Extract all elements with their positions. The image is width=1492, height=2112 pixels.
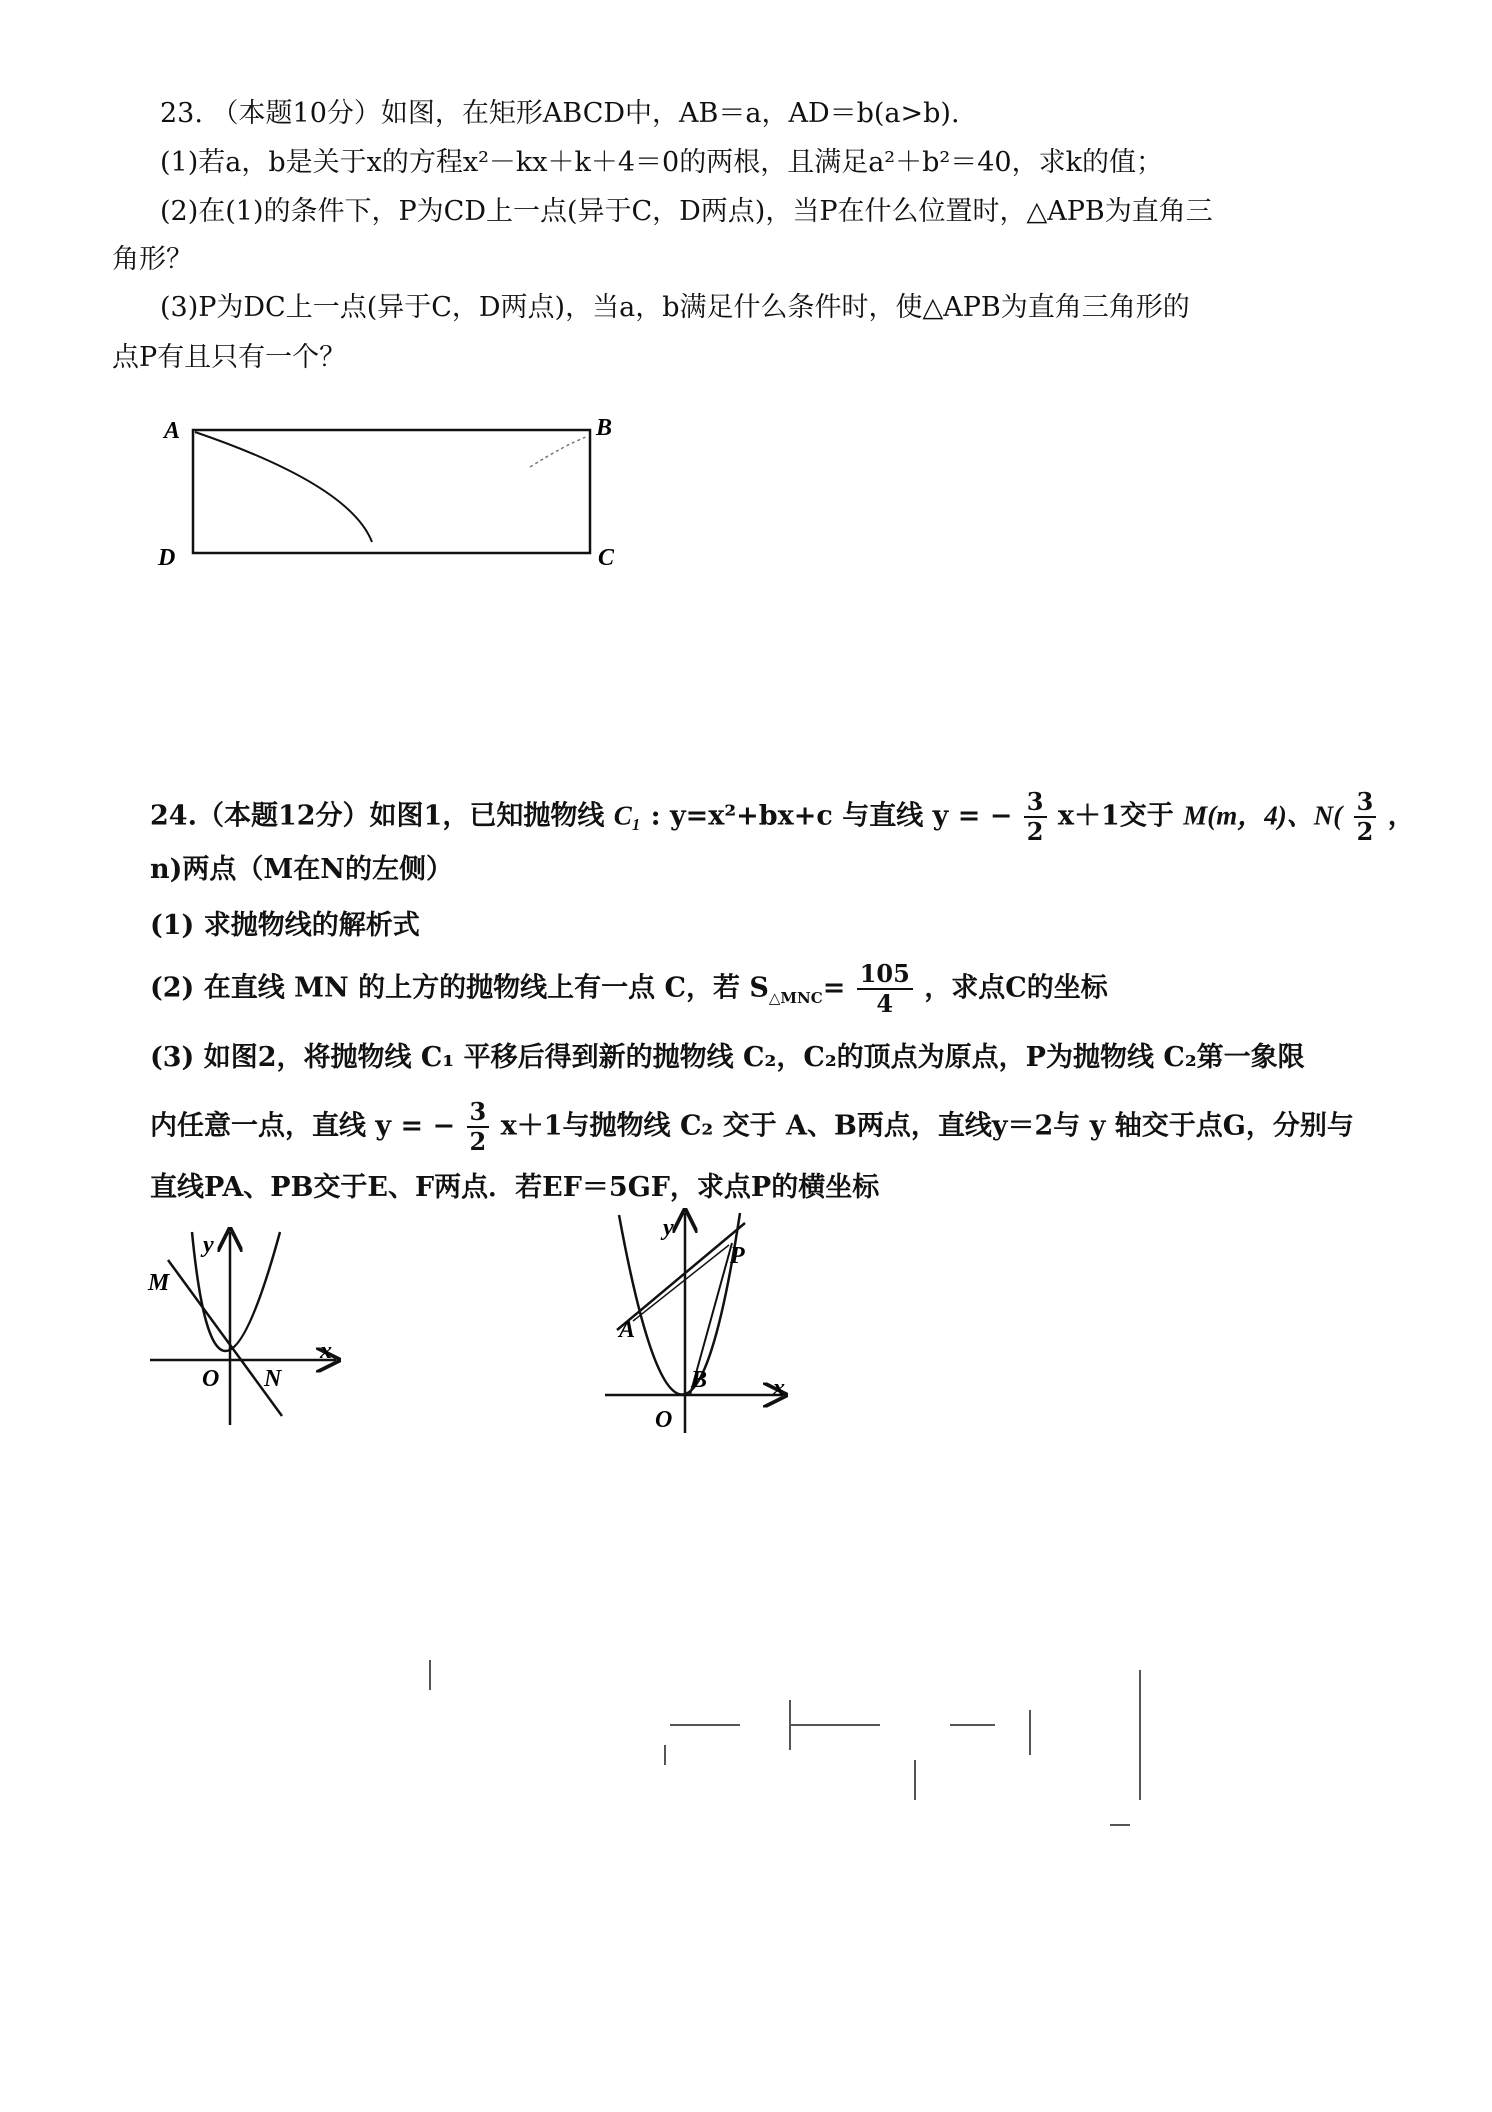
q23-part3-line2: 点P有且只有一个？ [112, 342, 347, 373]
fig2-label-b: B [691, 1367, 708, 1393]
rectangle-abcd [193, 430, 590, 553]
q24-part2: (2) 在直线 MN 的上方的抛物线上有一点 C，若 $S_{\triangle MNC}=$ $\frac{105}{4}$ ，求点C的坐标 [150, 959, 1108, 1018]
scan-artifacts [420, 1640, 1220, 1860]
q24-intro: 24.（本题12分）如图1，已知抛物线 [150, 800, 605, 832]
q24-n-frac: $\frac{3}{2}$ [1354, 788, 1377, 846]
fig1-label-m: M [148, 1270, 170, 1296]
q23-part2-line2: 角形？ [112, 244, 193, 275]
fig2-label-a: A [619, 1317, 636, 1343]
q24-line-rest: x＋1交于 [1057, 800, 1174, 832]
fig1-label-y: y [203, 1232, 214, 1258]
q24-line1: 24.（本题12分）如图1，已知抛物线 C₁ : y=x²+bx+c 与直线 y = − $\frac{3}{2}$ x＋1交于 M(m，4)、N( $\frac{3}{2}$ ， [150, 787, 1415, 846]
q24-line2: n)两点（M在N的左侧） [150, 854, 453, 885]
fig2-label-p: P [730, 1243, 745, 1269]
q24-figure-2 [605, 1205, 805, 1435]
q24-figure-1 [140, 1220, 360, 1430]
q24-part3-line1: (3) 如图2，将抛物线 C₁ 平移后得到新的抛物线 C₂，C₂的顶点为原点，P为抛物线 C₂第一象限 [150, 1042, 1305, 1073]
q24-c1: C₁ [613, 800, 642, 831]
fig1-label-n: N [264, 1366, 282, 1392]
q24-line-slope-frac: $\frac{3}{2}$ [1024, 788, 1047, 846]
label-c: C [598, 545, 615, 571]
q24-part3-frac: $\frac{3}{2}$ [467, 1098, 490, 1156]
label-b: B [596, 415, 613, 441]
label-a: A [164, 418, 181, 444]
q24-area-frac: $\frac{105}{4}$ [857, 960, 913, 1018]
q24-eq: : y=x²+bx+c 与直线 y = − [650, 800, 1013, 832]
q23-part2-line1: (2)在(1)的条件下，P为CD上一点(异于C，D两点)，当P在什么位置时，△APB为直角三 [160, 196, 1213, 227]
fig1-label-o: O [202, 1366, 220, 1392]
fig2-label-x: x [773, 1375, 785, 1401]
fig2-parabola [619, 1213, 740, 1395]
q24-part3-line3: 直线PA、PB交于E、F两点．若EF＝5GF，求点P的横坐标 [150, 1172, 880, 1203]
q23-rectangle-figure [150, 405, 630, 575]
fig2-label-y: y [663, 1215, 674, 1241]
label-d: D [158, 545, 176, 571]
fig2-label-o: O [655, 1407, 673, 1433]
sketch-dash [530, 437, 586, 467]
q24-part1: (1) 求抛物线的解析式 [150, 910, 420, 941]
sketch-arc [195, 432, 372, 542]
q23-part3-line1: (3)P为DC上一点(异于C，D两点)，当a，b满足什么条件时，使△APB为直角三角形的 [160, 292, 1190, 323]
q23-part1: (1)若a，b是关于x的方程x²－kx＋k＋4＝0的两根，且满足a²＋b²＝40，求k的值； [160, 147, 1163, 178]
q24-point-m: M(m，4)、N( [1183, 800, 1343, 831]
fig1-label-x: x [320, 1338, 332, 1364]
q23-intro: 23. （本题10分）如图，在矩形ABCD中，AB＝a，AD＝b(a>b). [160, 98, 960, 129]
fig2-line-ab [617, 1223, 745, 1330]
q24-part3-line2: 内任意一点，直线 y = − $\frac{3}{2}$ x＋1与抛物线 C₂ 交于 A、B两点，直线y＝2与 y 轴交于点G，分别与 [150, 1097, 1354, 1156]
